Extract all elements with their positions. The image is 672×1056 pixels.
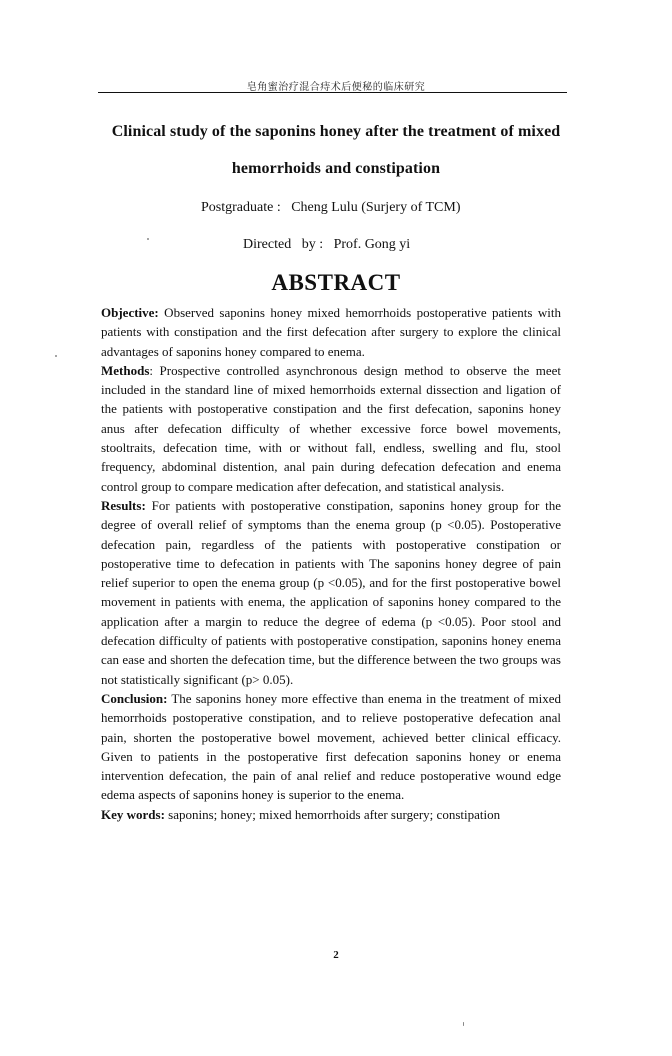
keywords-label: Key words: [101,806,165,822]
results-label: Results: [101,497,146,513]
conclusion-label: Conclusion: [101,690,168,706]
keywords-paragraph [101,805,561,824]
results-text: For patients with postoperative constipation, saponins honey group for the degree of overall relief of symptoms than the enema group (p <0.05). Postoperative defecation pain, regardless of the patients with postoperative constipation or postoperative time to defecation in patients with The saponins honey degree of pain relief superior to open the enema group (p <0.05), and for the first postoperative bowel movement in patients with enema, the application of saponins honey compared to the application after a margin to reduce the degree of edema (p <0.05). Poor stool and defecation difficulty of patients with postoperative constipation, saponins honey enema can ease and shorten the defecation time, but the difference between the two groups was not statistically significant (p> 0.05). [101,497,561,687]
conclusion-text: The saponins honey more effective than enema in the treatment of mixed hemorrhoids postoperative constipation, and to relieve postoperative defecation anal pain, shorten the postoperative bowel movement, achieved better clinical efficacy. Given to patients in the postoperative first defecation saponins honey or enema intervention defecation, the pain of anal relief and reduce postoperative wound edge edema aspects of saponins honey is superior to the enema. [101,690,561,803]
postgraduate-line: Postgraduate : Cheng Lulu (Surjery of TCM) [201,200,461,215]
results-paragraph [101,496,561,689]
methods-text: : Prospective controlled asynchronous design method to observe the meet included in the standard line of mixed hemorrhoids external dissection and ligation of the patients with postoperative constipation and the first defecation, saponins honey anus after defecation difficulty of whether excessive force bowel movements, stooltraits, defecation time, with or without fall, endless, swelling and flu, stool frequency, abdominal distention, anal pain during defecation defecation and enema control group to compare medication after defecation, and statistical analysis. [101,362,561,494]
scan-speck [55,355,57,357]
abstract-heading: ABSTRACT [271,270,401,295]
scan-speck [463,1022,464,1026]
methods-label: Methods [101,362,150,378]
running-header: 皂角蜜治疗混合痔术后便秘的临床研究 [246,82,426,93]
conclusion-paragraph [101,689,561,805]
scan-speck [147,238,149,240]
keywords-text: saponins; honey; mixed hemorrhoids after surgery; constipation [164,806,501,822]
directed-by-line: Directed by : Prof. Gong yi [243,237,411,252]
objective-paragraph [101,303,561,361]
methods-paragraph [101,361,561,496]
objective-label: Objective: [101,305,159,320]
abstract-body [101,303,561,824]
paper-title-line-1: Clinical study of the saponins honey after the treatment of mixed [111,123,561,140]
header-rule [98,92,567,93]
paper-title-line-2: hemorrhoids and constipation [231,160,441,177]
objective-text: Observed saponins honey mixed hemorrhoids postoperative patients with patients with constipation and the first defecation after surgery to explore the clinical advantages of saponins honey compared to enema. [101,305,561,359]
page-number: 2 [333,949,339,961]
